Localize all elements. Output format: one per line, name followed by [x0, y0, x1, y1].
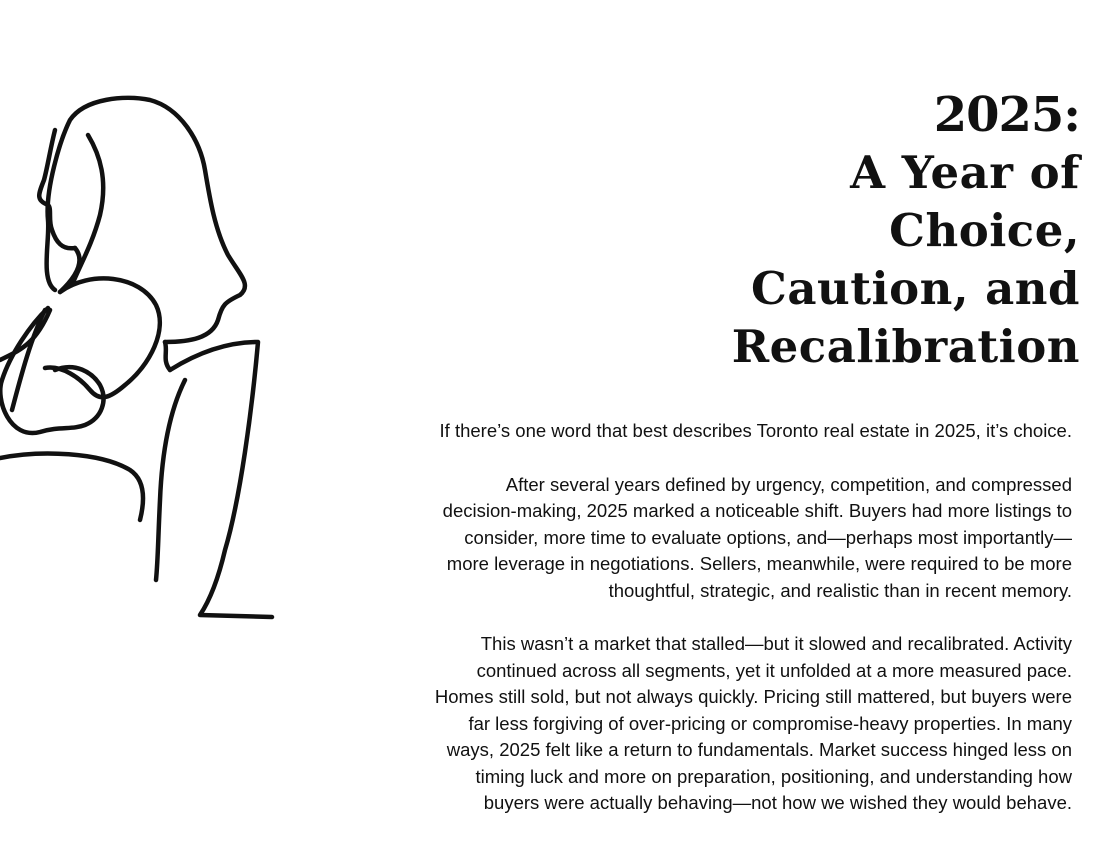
- paragraph-1-line: After several years defined by urgency, competition, and compressed: [505, 473, 1072, 495]
- title-line-4: Caution, and: [751, 262, 1080, 315]
- paragraph-1-line: consider, more time to evaluate options, and—perhaps most importantly—: [464, 526, 1072, 548]
- paragraph-1-line: thoughtful, strategic, and realistic than in recent memory.: [608, 579, 1072, 601]
- page-title: [480, 86, 1080, 376]
- paragraph-1-line: more leverage in negotiations. Sellers, meanwhile, were required to be more: [446, 553, 1072, 574]
- paragraph-2-line: ways, 2025 felt like a return to fundamentals. Market success hinged less on: [446, 739, 1072, 760]
- article-body: [372, 418, 1072, 844]
- woman-holding-child-icon: [0, 80, 300, 640]
- paragraph-2: [372, 631, 1072, 817]
- paragraph-2-line: far less forgiving of over-pricing or compromise-heavy properties. In many: [468, 712, 1072, 734]
- title-line-3: Choice,: [889, 204, 1080, 257]
- paragraph-2-line: Homes still sold, but not always quickly. Pricing still mattered, but buyers were: [434, 686, 1072, 707]
- title-year: 2025:: [933, 87, 1080, 143]
- line-art-illustration: [0, 80, 300, 640]
- intro-paragraph: [372, 418, 1072, 445]
- intro-line: If there’s one word that best describes Toronto real estate in 2025, it’s choice.: [439, 420, 1072, 441]
- title-line-5: Recalibration: [731, 320, 1080, 373]
- paragraph-2-line: continued across all segments, yet it unfolded at a more measured pace.: [476, 659, 1072, 681]
- title-line-2: A Year of: [850, 146, 1080, 199]
- paragraph-2-line: timing luck and more on preparation, positioning, and understanding how: [475, 765, 1072, 787]
- paragraph-2-line: This wasn’t a market that stalled—but it slowed and recalibrated. Activity: [480, 633, 1072, 654]
- paragraph-1: [372, 472, 1072, 605]
- paragraph-1-line: decision-making, 2025 marked a noticeable shift. Buyers had more listings to: [442, 500, 1072, 521]
- paragraph-2-line: buyers were actually behaving—not how we wished they would behave.: [483, 792, 1072, 813]
